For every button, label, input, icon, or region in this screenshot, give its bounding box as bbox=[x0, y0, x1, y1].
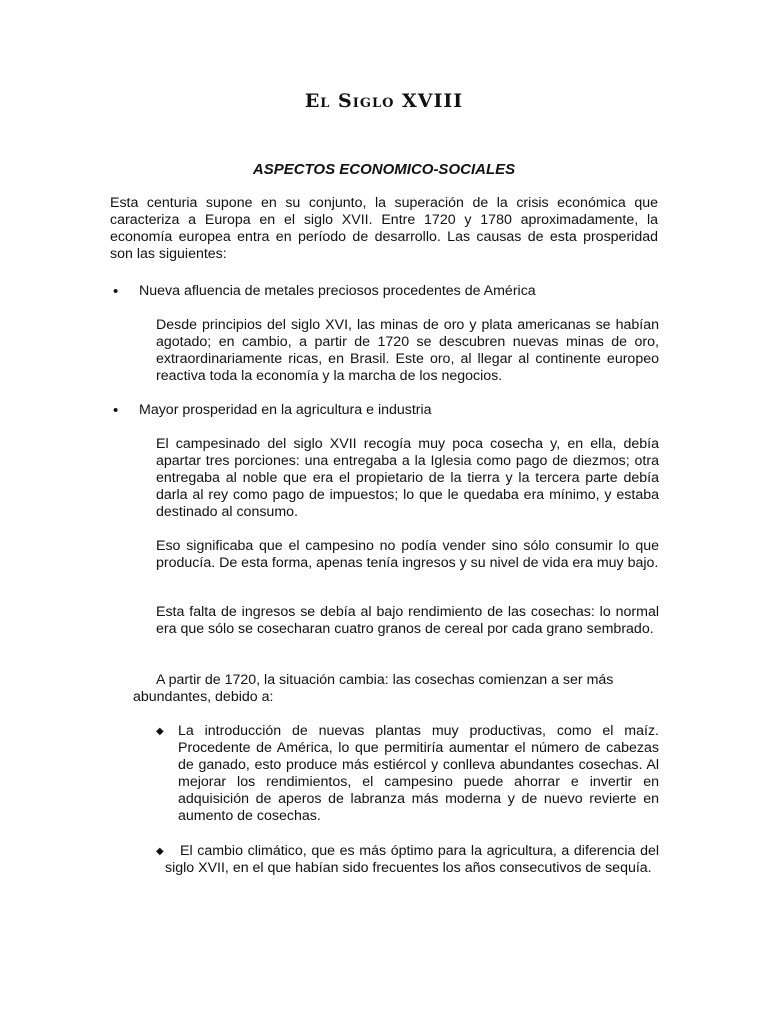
sub-bullet-climate: El cambio climático, que es más óptimo para la agricultura, a diferencia del siglo XVII, en el que habían sido frecuentes los años consecutivos de sequía. bbox=[165, 843, 659, 876]
diamond-bullet-icon: ◆ bbox=[156, 726, 164, 737]
sub-bullet-new-plants: La introducción de nuevas plantas muy productivas, como el maíz. Procedente de América, lo que permitiría aumentar el número de cabezas de ganado, esto produce más estiércol y conlleva abundantes cosechas. Al mejorar los rendimientos, el campesino puede ahorrar e invertir en adquisición de aperos de labranza más moderna y de nuevo revierte en aumento de cosechas. bbox=[178, 723, 659, 824]
paragraph-change-1720: A partir de 1720, la situación cambia: las cosechas comienzan a ser más abundantes, debido a: bbox=[133, 672, 614, 705]
diamond-bullet-icon: ◆ bbox=[156, 846, 164, 857]
intro-paragraph: Esta centuria supone en su conjunto, la superación de la crisis económica que caracteriza a Europa en el siglo XVII. Entre 1720 y 1780 aproximadamente, la economía europea entra en período de desarrollo. Las causas de esta prosperidad son las siguientes: bbox=[110, 195, 658, 262]
paragraph-peasantry: El campesinado del siglo XVII recogía muy poca cosecha y, en ella, debía apartar tres porciones: una entregaba a la Iglesia como pago de diezmos; otra entregaba al noble que era el propietario de la tierra y la tercera parte debía darla al rey como pago de impuestos; lo que le quedaba era mínimo, y estaba destinado al consumo. bbox=[156, 436, 659, 520]
paragraph-yield: Esta falta de ingresos se debía al bajo rendimiento de las cosechas: lo normal era que sólo se cosecharan cuatro granos de cereal por cada grano sembrado. bbox=[156, 604, 659, 637]
section-subtitle: ASPECTOS ECONOMICO-SOCIALES bbox=[252, 161, 516, 178]
paragraph-consumption: Eso significaba que el campesino no podía vender sino sólo consumir lo que producía. De esta forma, apenas tenía ingresos y su nivel de vida era muy bajo. bbox=[156, 538, 659, 571]
bullet-icon: • bbox=[113, 283, 119, 300]
bullet-heading-agriculture: Mayor prosperidad en la agricultura e industria bbox=[139, 402, 432, 418]
bullet-heading-metals: Nueva afluencia de metales preciosos procedentes de América bbox=[139, 283, 536, 299]
page-title: El Siglo XVIII bbox=[304, 90, 464, 112]
paragraph-metals: Desde principios del siglo XVI, las minas de oro y plata americanas se habían agotado; en cambio, a partir de 1720 se descubren nuevas minas de oro, extraordinariamente ricas, en Brasil. Este oro, al llegar al continente europeo reactiva toda la economía y la marcha de los negocios. bbox=[156, 317, 659, 384]
bullet-icon: • bbox=[113, 402, 119, 419]
